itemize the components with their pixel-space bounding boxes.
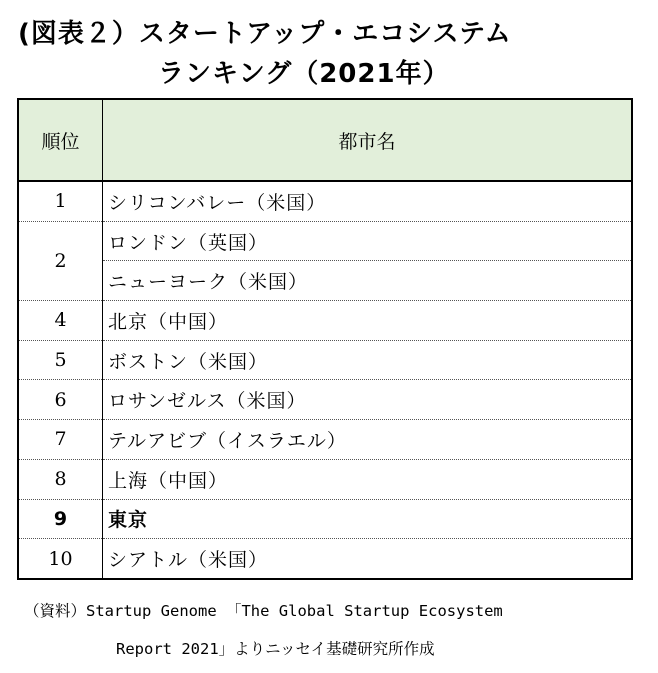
ranking-table: [17, 98, 633, 580]
rank-cell: 1: [18, 181, 103, 221]
rank-cell: 7: [18, 420, 103, 460]
table-row: [18, 380, 632, 420]
rank-cell: 2: [18, 221, 103, 300]
figure-title: [18, 14, 648, 94]
city-cell: テルアビブ（イスラエル）: [103, 420, 633, 460]
table-row: [18, 261, 632, 301]
table-row: [18, 181, 632, 221]
table-body: [18, 181, 632, 579]
source-line-1: （資料）Startup Genome 「The Global Startup Ecosystem: [24, 602, 503, 620]
rank-cell: 9: [18, 499, 103, 539]
city-cell: シアトル（米国）: [103, 539, 633, 579]
city-cell: 上海（中国）: [103, 459, 633, 499]
city-cell: ロサンゼルス（米国）: [103, 380, 633, 420]
table-header-row: [18, 99, 632, 181]
table-row: [18, 340, 632, 380]
rank-cell: 4: [18, 301, 103, 341]
table-row: [18, 221, 632, 261]
city-cell: ニューヨーク（米国）: [103, 261, 633, 301]
table-row: [18, 459, 632, 499]
rank-cell: 5: [18, 340, 103, 380]
source-note: [24, 592, 644, 668]
rank-cell: 6: [18, 380, 103, 420]
city-cell: シリコンバレー（米国）: [108, 191, 327, 214]
city-cell: ロンドン（英国）: [103, 221, 633, 261]
header-rank: 順位: [18, 99, 103, 181]
city-cell: 東京: [103, 499, 633, 539]
city-cell: 北京（中国）: [103, 301, 633, 341]
rank-cell: 8: [18, 459, 103, 499]
table-row: [18, 499, 632, 539]
city-cell: ボストン（米国）: [103, 340, 633, 380]
table-row: [18, 301, 632, 341]
rank-cell: 10: [18, 539, 103, 579]
table-row: [18, 539, 632, 579]
title-line-1: (図表２）スタートアップ・エコシステム: [18, 19, 512, 49]
header-city: 都市名: [103, 99, 633, 181]
source-line-2: Report 2021」よりニッセイ基礎研究所作成: [116, 640, 435, 658]
table-row: [18, 420, 632, 460]
title-line-2: ランキング（2021年）: [158, 59, 450, 89]
